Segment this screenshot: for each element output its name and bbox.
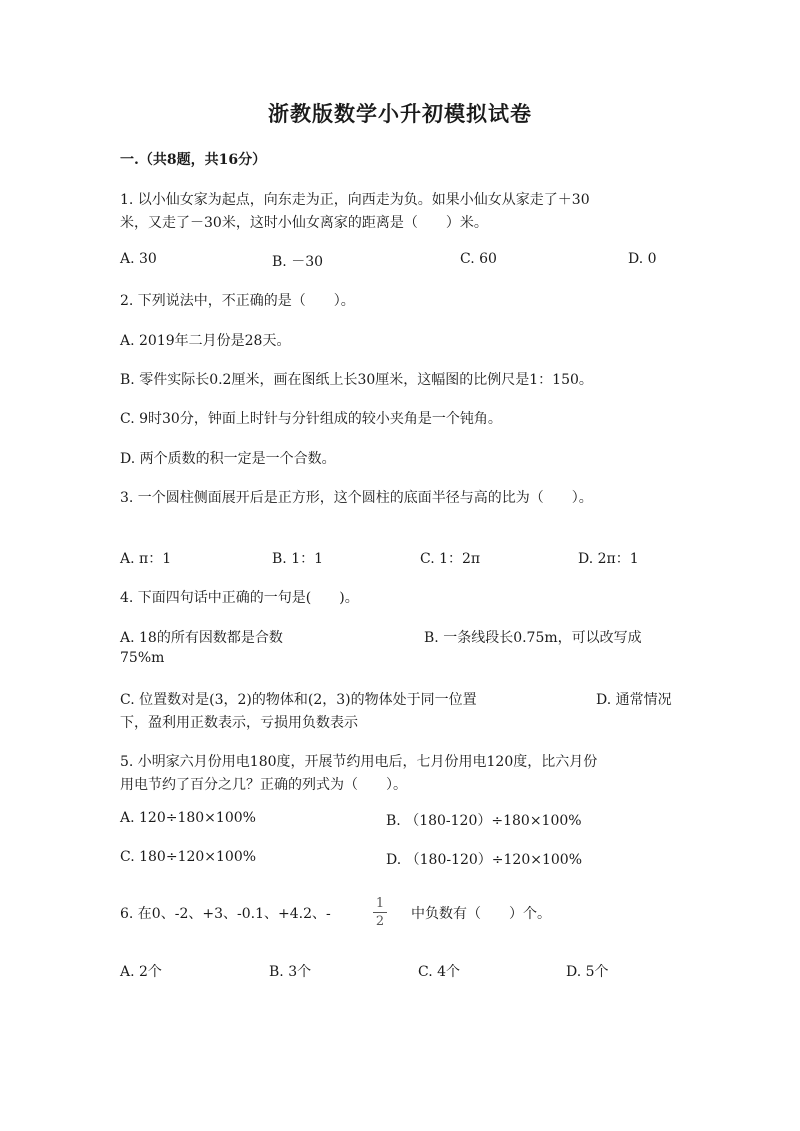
fraction-numerator: 1 [375,896,385,911]
q5-option-c: C. 180÷120×100% [120,849,257,865]
section-heading: 一.（共8题，共16分） [120,152,267,168]
q4-stem: 4. 下面四句话中正确的一句是( )。 [120,590,359,606]
q4-option-b-continued: 75%m [120,650,165,666]
q4-option-a: A. 18的所有因数都是合数 [120,630,283,646]
q4-option-b: B. 一条线段长0.75m，可以改写成 [424,630,642,646]
fraction-denominator: 2 [375,914,385,929]
q6-option-a: A. 2个 [120,964,162,980]
page-title: 浙教版数学小升初模拟试卷 [268,101,532,126]
q1-stem-line1: 1. 以小仙女家为起点，向东走为正，向西走为负。如果小仙女从家走了＋30 [120,192,590,208]
q2-option-c: C. 9时30分，钟面上时针与分针组成的较小夹角是一个钝角。 [120,411,502,427]
q6-option-b: B. 3个 [269,964,312,980]
q1-stem-line2: 米，又走了－30米，这时小仙女离家的距离是（ ）米。 [120,215,488,231]
q3-option-a: A. π：1 [120,551,172,567]
q4-option-d-continued: 下，盈利用正数表示，亏损用负数表示 [120,715,358,731]
fraction-bar [373,912,387,913]
q6-option-d: D. 5个 [566,964,609,980]
q3-option-b: B. 1：1 [272,551,324,567]
q5-option-a: A. 120÷180×100% [120,810,256,826]
q1-option-c: C. 60 [460,251,497,267]
q4-option-d: D. 通常情况 [596,692,672,708]
q2-option-a: A. 2019年二月份是28天。 [120,333,291,349]
q5-option-d: D. （180-120）÷120×100% [386,852,583,868]
q1-option-a: A. 30 [120,251,157,267]
q4-option-c: C. 位置数对是(3，2)的物体和(2，3)的物体处于同一位置 [120,692,477,708]
q6-stem-end: 中负数有（ ）个。 [411,906,551,922]
q3-option-c: C. 1：2π [420,551,481,567]
q5-stem-line2: 用电节约了百分之几？正确的列式为（ ）。 [120,777,407,793]
q5-option-b: B. （180-120）÷180×100% [386,813,582,829]
q2-stem: 2. 下列说法中，不正确的是（ ）。 [120,293,355,309]
q6-stem-start: 6. 在0、-2、+3、-0.1、+4.2、- [120,906,331,922]
q2-option-d: D. 两个质数的积一定是一个合数。 [120,451,336,467]
q1-option-b: B. －30 [272,254,324,270]
q3-stem: 3. 一个圆柱侧面展开后是正方形，这个圆柱的底面半径与高的比为（ ）。 [120,490,593,506]
one-half-fraction [371,896,389,929]
q6-option-c: C. 4个 [418,964,461,980]
q2-option-b: B. 零件实际长0.2厘米，画在图纸上长30厘米，这幅图的比例尺是1：150。 [120,372,593,388]
q5-stem-line1: 5. 小明家六月份用电180度，开展节约用电后，七月份用电120度，比六月份 [120,754,598,770]
q1-option-d: D. 0 [628,251,657,267]
q3-option-d: D. 2π：1 [578,551,639,567]
